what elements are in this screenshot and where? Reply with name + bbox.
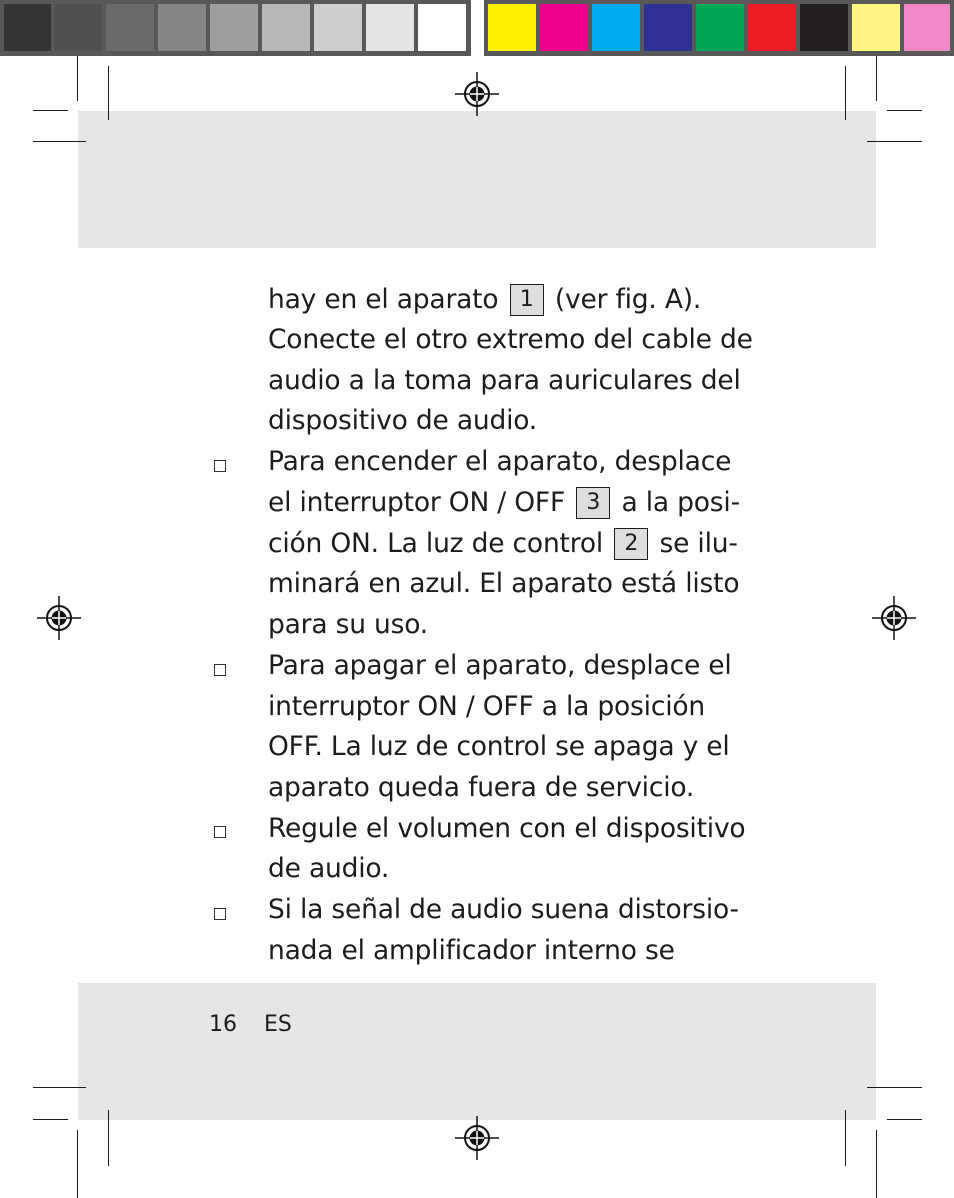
color-swatch-blue [644, 4, 692, 51]
gray-swatch [106, 4, 154, 51]
text-line: dispositivo de audio. [268, 405, 538, 436]
page-number: 16 [209, 1012, 237, 1037]
gray-calibration-bar [0, 0, 471, 56]
registration-crosshair-icon [37, 596, 81, 640]
text-line: Regule el volumen con el dispositivo [268, 813, 746, 844]
figure-reference-box: 3 [576, 487, 610, 519]
crop-mark [108, 66, 109, 120]
text-line [268, 483, 740, 524]
gray-swatch [158, 4, 206, 51]
text-line: aparato queda fuera de servicio. [268, 772, 695, 803]
color-swatch-green [696, 4, 744, 51]
process-color-bar [484, 0, 954, 56]
text-line: para su uso. [268, 609, 429, 640]
crop-mark [108, 1110, 109, 1166]
crop-mark [867, 141, 922, 142]
gray-swatch [262, 4, 310, 51]
checkbox-square-icon [214, 908, 226, 920]
color-swatch-magenta [540, 4, 588, 51]
crop-mark [845, 66, 846, 120]
gray-swatch [210, 4, 258, 51]
text-segment: a la posi- [621, 487, 740, 518]
crop-mark [876, 1130, 877, 1198]
gray-swatch [4, 4, 51, 51]
checkbox-square-icon [214, 664, 226, 676]
footer-band [78, 983, 876, 1120]
crop-mark [887, 110, 922, 111]
figure-reference-box: 1 [510, 284, 544, 316]
crop-mark [77, 1130, 78, 1198]
crop-mark [77, 56, 78, 101]
text-segment: (ver fig. A). [554, 284, 702, 315]
language-code: ES [264, 1012, 292, 1037]
text-line: audio a la toma para auriculares del [268, 365, 741, 396]
text-line [268, 280, 701, 321]
text-line [268, 524, 738, 565]
color-swatch-cyan [592, 4, 640, 51]
checkbox-square-icon [214, 826, 226, 838]
text-segment: se ilu- [659, 528, 738, 559]
header-band [78, 111, 876, 248]
color-swatch-red [748, 4, 796, 51]
crop-mark [33, 141, 86, 142]
color-swatch-light-yellow [852, 4, 900, 51]
color-swatch-pink [904, 4, 950, 51]
text-line: minará en azul. El aparato está listo [268, 568, 740, 599]
text-line: Para apagar el aparato, desplace el [268, 650, 732, 681]
text-line: interruptor ON / OFF a la posición [268, 691, 705, 722]
gray-swatch [418, 4, 466, 51]
crop-mark [33, 1087, 86, 1088]
text-segment: el interruptor ON / OFF [268, 487, 566, 518]
gray-swatch [314, 4, 362, 51]
registration-crosshair-icon [455, 1116, 499, 1160]
color-swatch-yellow [488, 4, 536, 51]
figure-reference-box: 2 [614, 528, 648, 560]
gray-swatch [366, 4, 414, 51]
crop-mark [887, 1119, 922, 1120]
registration-crosshair-icon [872, 596, 916, 640]
crop-mark [867, 1087, 922, 1088]
crop-mark [845, 1110, 846, 1166]
text-line: nada el amplificador interno se [268, 935, 675, 966]
gray-swatch [55, 4, 102, 51]
text-line: OFF. La luz de control se apaga y el [268, 731, 730, 762]
text-line: de audio. [268, 853, 390, 884]
crop-mark [876, 56, 877, 101]
text-line: Si la señal de audio suena distorsio- [268, 894, 739, 925]
text-segment: ción ON. La luz de control [268, 528, 604, 559]
text-line: Conecte el otro extremo del cable de [268, 324, 753, 355]
color-swatch-black [800, 4, 848, 51]
registration-crosshair-icon [455, 72, 499, 116]
crop-mark [33, 1119, 68, 1120]
checkbox-square-icon [214, 460, 226, 472]
text-segment: hay en el aparato [268, 284, 499, 315]
text-line: Para encender el aparato, desplace [268, 446, 732, 477]
crop-mark [33, 110, 68, 111]
